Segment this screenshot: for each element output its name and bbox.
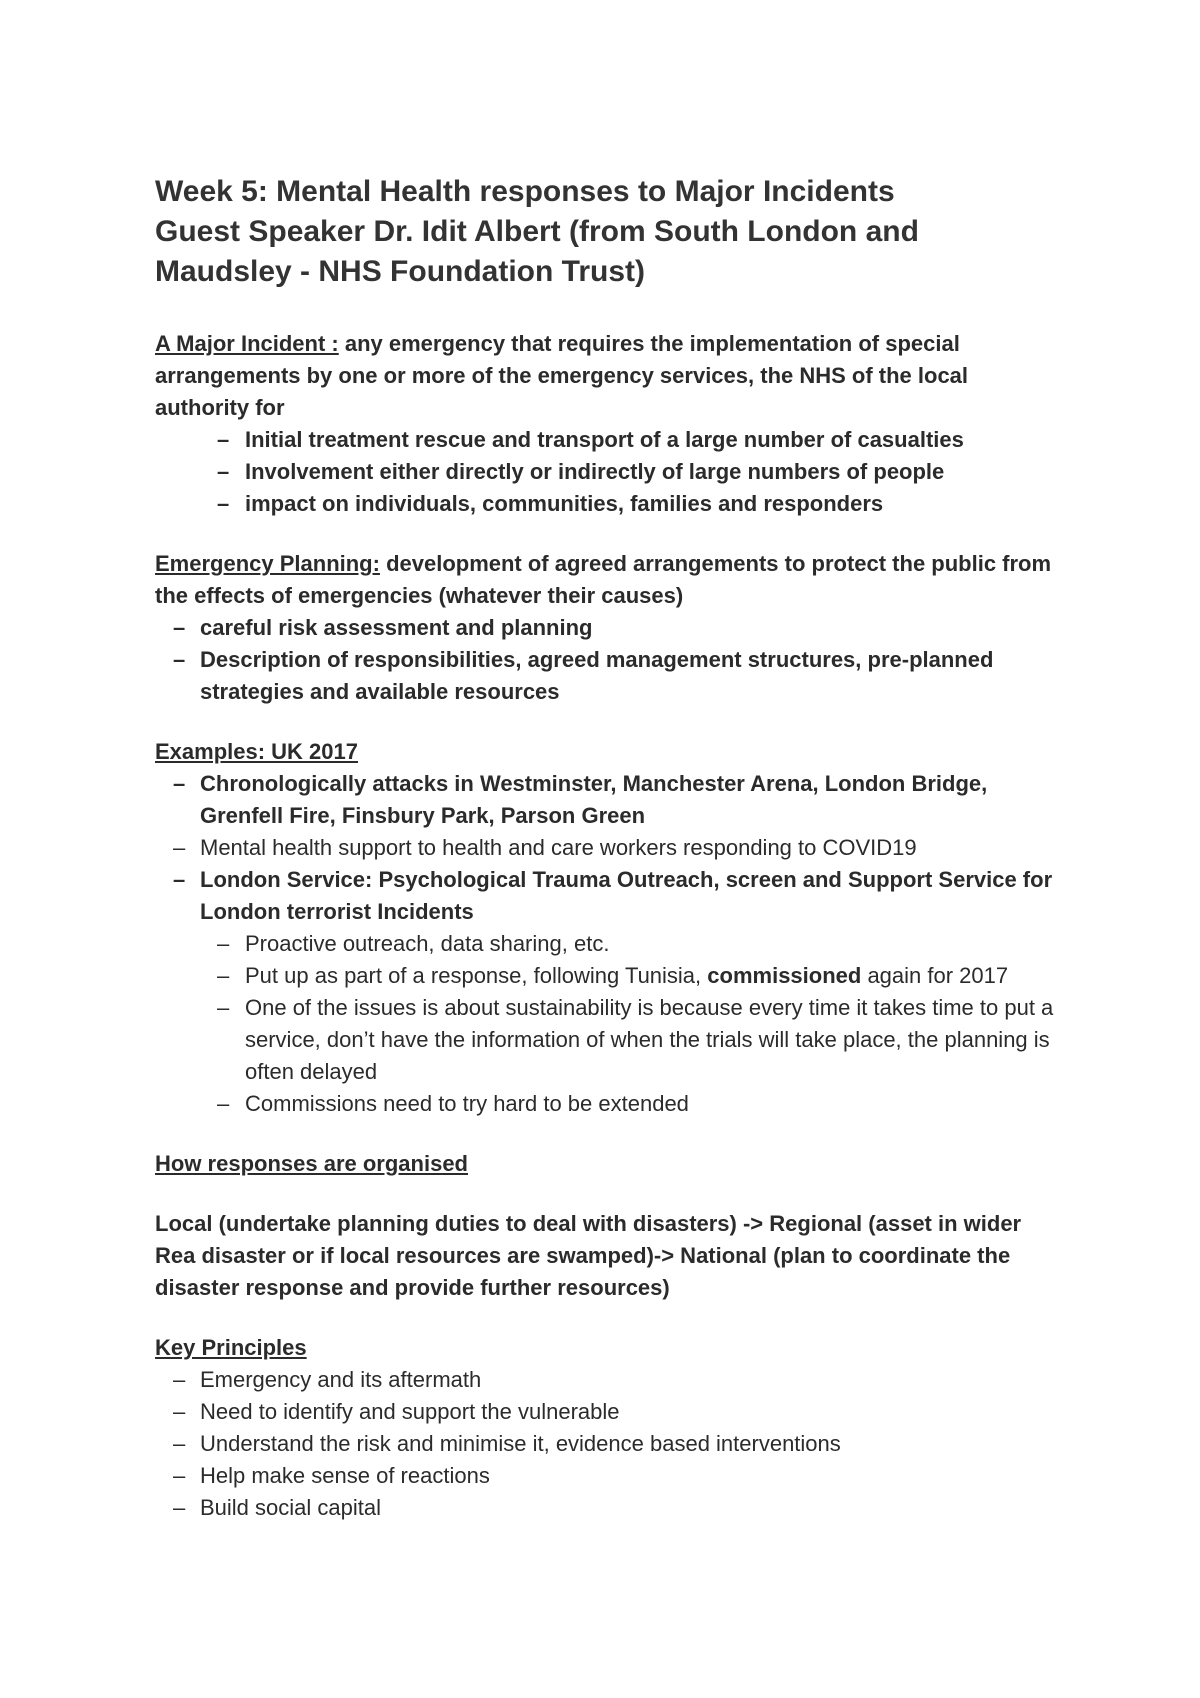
organised-heading: How responses are organised: [155, 1151, 468, 1176]
list-item: – Emergency and its aftermath: [155, 1364, 1055, 1396]
list-item: – Involvement either directly or indirectly of large numbers of people: [155, 456, 1055, 488]
title-line-3: Maudsley - NHS Foundation Trust): [155, 255, 646, 288]
examples-section: [155, 736, 1055, 1120]
list-item: – London Service: Psychological Trauma Outreach, screen and Support Service for London terrorist Incidents: [155, 864, 1055, 928]
emergency-planning-list: [155, 612, 1055, 708]
list-item: – impact on individuals, communities, families and responders: [155, 488, 1055, 520]
page-title: [155, 172, 1055, 292]
emergency-planning-heading: Emergency Planning:: [155, 551, 380, 576]
principles-heading: Key Principles: [155, 1335, 307, 1360]
organised-text: Local (undertake planning duties to deal with disasters) -> Regional (asset in wider Rea disaster or if local resources are swamped)-> National (plan to coordinate the disaster response and provide further resources): [155, 1211, 1022, 1300]
major-incident-text: any emergency that requires the implementation of special arrangements by one or more of the emergency services, the NHS of the local authority for: [155, 331, 969, 420]
list-item: – Chronologically attacks in Westminster, Manchester Arena, London Bridge, Grenfell Fire, Finsbury Park, Parson Green: [155, 768, 1055, 832]
sub2-pre: Put up as part of a response, following Tunisia,: [245, 963, 708, 988]
emergency-planning-definition: [155, 548, 1055, 612]
list-item: – Build social capital: [155, 1492, 1055, 1524]
document-page: [155, 172, 1055, 1524]
list-item: – Mental health support to health and care workers responding to COVID19: [155, 832, 1055, 864]
major-incident-section: [155, 328, 1055, 520]
principles-section: [155, 1332, 1055, 1524]
list-item: – careful risk assessment and planning: [155, 612, 1055, 644]
list-item: – Proactive outreach, data sharing, etc.: [155, 928, 1055, 960]
major-incident-definition: [155, 328, 1055, 424]
major-incident-heading: A Major Incident :: [155, 331, 339, 356]
list-item: – Commissions need to try hard to be extended: [155, 1088, 1055, 1120]
list-item: – Help make sense of reactions: [155, 1460, 1055, 1492]
list-item: – Need to identify and support the vulnerable: [155, 1396, 1055, 1428]
principles-list: [155, 1364, 1055, 1524]
title-line-2: Guest Speaker Dr. Idit Albert (from South London and: [155, 215, 919, 248]
list-item: [155, 960, 1055, 992]
list-item: – Description of responsibilities, agreed management structures, pre-planned strategies and available resources: [155, 644, 1055, 708]
sub2-post: again for 2017: [861, 963, 1009, 988]
list-item: – One of the issues is about sustainability is because every time it takes time to put a service, don’t have the information of when the trials will take place, the planning is often delayed: [155, 992, 1055, 1088]
list-item: – Understand the risk and minimise it, evidence based interventions: [155, 1428, 1055, 1460]
sub2-bold: commissioned: [707, 963, 862, 988]
list-item: – Initial treatment rescue and transport of a large number of casualties: [155, 424, 1055, 456]
examples-sublist: [155, 928, 1055, 1120]
title-line-1: Week 5: Mental Health responses to Major Incidents: [155, 175, 895, 208]
major-incident-list: [155, 424, 1055, 520]
emergency-planning-text: development of agreed arrangements to protect the public from the effects of emergencies (whatever their causes): [155, 551, 1052, 608]
examples-list: [155, 768, 1055, 928]
emergency-planning-section: [155, 548, 1055, 708]
examples-heading: Examples: UK 2017: [155, 739, 358, 764]
organised-section: [155, 1148, 1055, 1304]
